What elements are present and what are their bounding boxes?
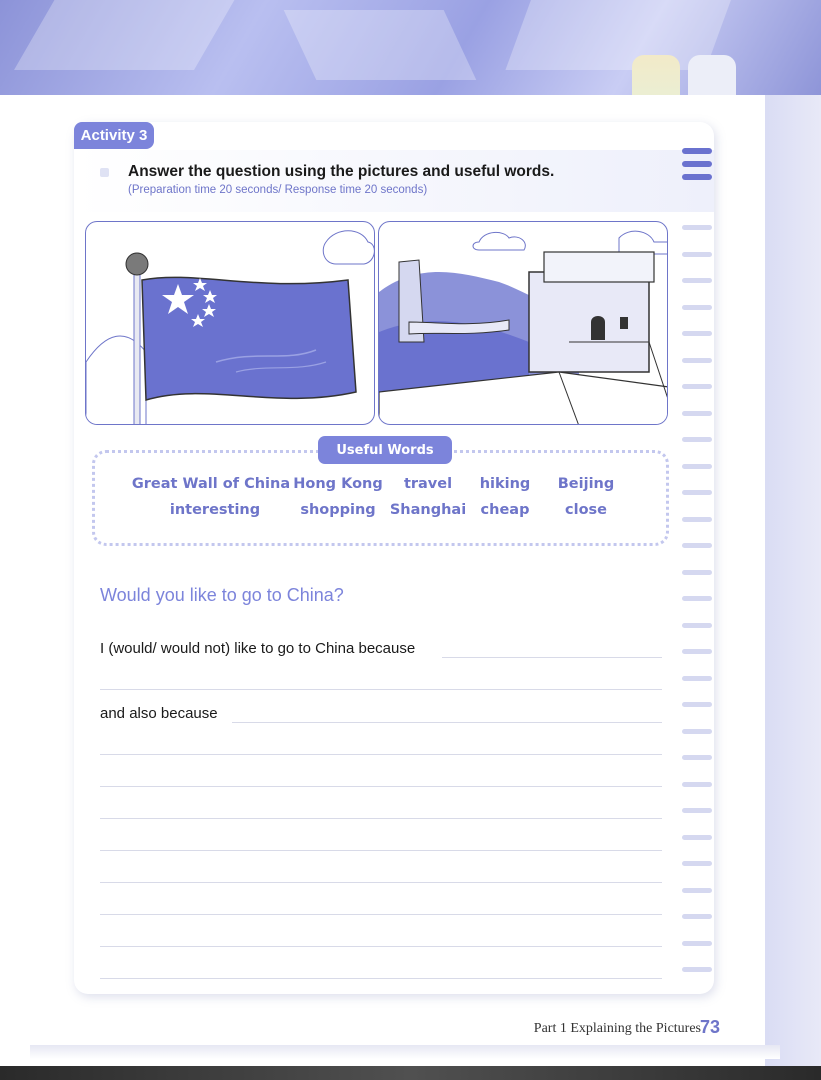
great-wall-picture bbox=[378, 221, 668, 425]
writing-line[interactable] bbox=[100, 882, 662, 883]
useful-word: shopping bbox=[300, 502, 376, 518]
spiral-ring bbox=[682, 570, 712, 575]
spiral-ring bbox=[682, 755, 712, 760]
useful-word: hiking bbox=[479, 476, 531, 492]
spiral-ring bbox=[682, 358, 712, 363]
spiral-ring bbox=[682, 676, 712, 681]
writing-line[interactable] bbox=[100, 978, 662, 979]
writing-line[interactable] bbox=[100, 818, 662, 819]
spiral-ring bbox=[682, 941, 712, 946]
banner-facet bbox=[284, 10, 477, 80]
useful-word: Shanghai bbox=[389, 502, 467, 518]
useful-word: Great Wall of China bbox=[131, 476, 291, 492]
useful-words-title: Useful Words bbox=[318, 436, 452, 464]
useful-word: cheap bbox=[480, 502, 530, 518]
page-edge-strip bbox=[763, 95, 821, 1080]
instruction-band bbox=[74, 150, 714, 212]
bottom-edge-bar bbox=[0, 1066, 821, 1080]
spiral-ring bbox=[682, 278, 712, 283]
answer-prompt-2: and also because bbox=[100, 705, 218, 722]
writing-line[interactable] bbox=[442, 657, 662, 658]
spiral-ring bbox=[682, 225, 712, 230]
useful-word: interesting bbox=[169, 502, 261, 518]
spiral-ring bbox=[682, 252, 712, 257]
notebook-spiral bbox=[682, 140, 722, 980]
spiral-ring bbox=[682, 702, 712, 707]
instruction-text: Answer the question using the pictures and useful words. bbox=[128, 163, 555, 180]
spiral-ring bbox=[682, 543, 712, 548]
writing-line[interactable] bbox=[100, 914, 662, 915]
spiral-ring bbox=[682, 161, 712, 167]
spiral-ring bbox=[682, 148, 712, 154]
china-flag-icon bbox=[86, 222, 375, 425]
answer-prompt-1: I (would/ would not) like to go to China because bbox=[100, 640, 416, 657]
useful-word: Hong Kong bbox=[293, 476, 383, 492]
spiral-ring bbox=[682, 808, 712, 813]
spiral-ring bbox=[682, 782, 712, 787]
spiral-ring bbox=[682, 490, 712, 495]
page-shadow bbox=[30, 1045, 780, 1059]
spiral-ring bbox=[682, 888, 712, 893]
useful-words-box bbox=[92, 450, 669, 546]
spiral-ring bbox=[682, 967, 712, 972]
page-number: 73 bbox=[699, 1017, 720, 1037]
spiral-ring bbox=[682, 384, 712, 389]
writing-line[interactable] bbox=[232, 722, 662, 723]
spiral-ring bbox=[682, 517, 712, 522]
useful-word: Beijing bbox=[557, 476, 615, 492]
writing-line[interactable] bbox=[100, 850, 662, 851]
writing-line[interactable] bbox=[100, 786, 662, 787]
spiral-ring bbox=[682, 596, 712, 601]
spiral-ring bbox=[682, 861, 712, 866]
question-text: Would you like to go to China? bbox=[100, 585, 344, 605]
great-wall-icon bbox=[379, 222, 668, 425]
spiral-ring bbox=[682, 305, 712, 310]
spiral-ring bbox=[682, 437, 712, 442]
writing-line[interactable] bbox=[100, 946, 662, 947]
spiral-ring bbox=[682, 331, 712, 336]
useful-word: close bbox=[565, 502, 607, 518]
writing-line[interactable] bbox=[100, 689, 662, 690]
writing-line[interactable] bbox=[100, 754, 662, 755]
spiral-ring bbox=[682, 729, 712, 734]
spiral-ring bbox=[682, 464, 712, 469]
spiral-ring bbox=[682, 174, 712, 180]
bullet-icon bbox=[100, 168, 109, 177]
spiral-ring bbox=[682, 623, 712, 628]
useful-word: travel bbox=[403, 476, 453, 492]
timing-text: (Preparation time 20 seconds/ Response time 20 seconds) bbox=[128, 184, 428, 196]
spiral-ring bbox=[682, 835, 712, 840]
spiral-ring bbox=[682, 914, 712, 919]
banner-facet bbox=[14, 0, 246, 70]
china-flag-picture bbox=[85, 221, 375, 425]
spiral-ring bbox=[682, 649, 712, 654]
spiral-ring bbox=[682, 411, 712, 416]
activity-badge: Activity 3 bbox=[74, 122, 154, 149]
section-footer: Part 1 Explaining the Pictures bbox=[533, 1021, 701, 1036]
